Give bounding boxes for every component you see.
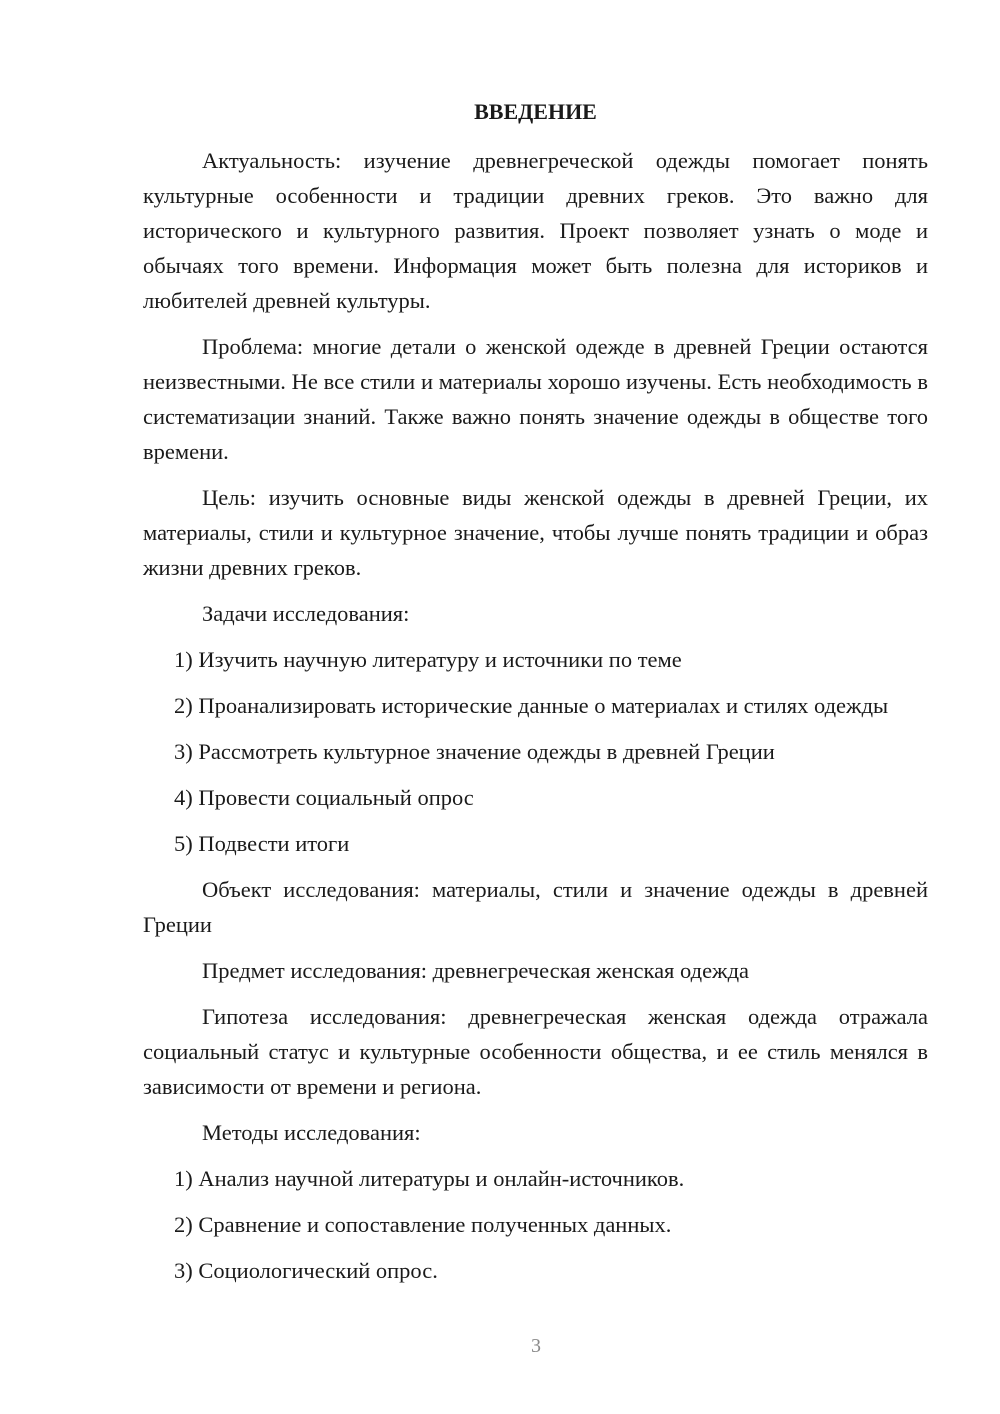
method-item: 2) Сравнение и сопоставление полученных данных. [174, 1212, 672, 1237]
hypothesis-paragraph: Гипотеза исследования: древнегреческая женская одежда отражала социальный статус и культурные особенности общества, и ее стиль менялся в зависимости от времени и региона. [143, 1004, 928, 1099]
method-item: 3) Социологический опрос. [174, 1258, 438, 1283]
task-item: 3) Рассмотреть культурное значение одежды в древней Греции [174, 739, 775, 764]
page-number: 3 [531, 1335, 541, 1357]
problem-paragraph: Проблема: многие детали о женской одежде в древней Греции остаются неизвестными. Не все стили и материалы хорошо изучены. Есть необходимость в систематизации знаний. Также важно понять значение одежды в обществе того времени. [143, 334, 928, 464]
methods-title: Методы исследования: [202, 1120, 421, 1145]
task-item: 4) Провести социальный опрос [174, 785, 474, 810]
document-body [143, 143, 928, 1299]
tasks-title: Задачи исследования: [202, 601, 410, 626]
subject-paragraph: Предмет исследования: древнегреческая женская одежда [202, 958, 750, 983]
object-paragraph: Объект исследования: материалы, стили и значение одежды в древней Греции [143, 877, 928, 937]
section-heading: ВВЕДЕНИЕ [474, 99, 597, 124]
task-item: 2) Проанализировать исторические данные о материалах и стилях одежды [174, 693, 889, 718]
relevance-paragraph: Актуальность: изучение древнегреческой одежды помогает понять культурные особенности и традиции древних греков. Это важно для исторического и культурного развития. Проект позволяет узнать о моде и обычаях того времени. Информация может быть полезна для историков и любителей древней культуры. [143, 148, 928, 313]
method-item: 1) Анализ научной литературы и онлайн-источников. [174, 1166, 685, 1191]
goal-paragraph: Цель: изучить основные виды женской одежды в древней Греции, их материалы, стили и культурное значение, чтобы лучше понять традиции и образ жизни древних греков. [143, 485, 928, 580]
task-item: 1) Изучить научную литературу и источники по теме [174, 647, 682, 672]
task-item: 5) Подвести итоги [174, 831, 350, 856]
